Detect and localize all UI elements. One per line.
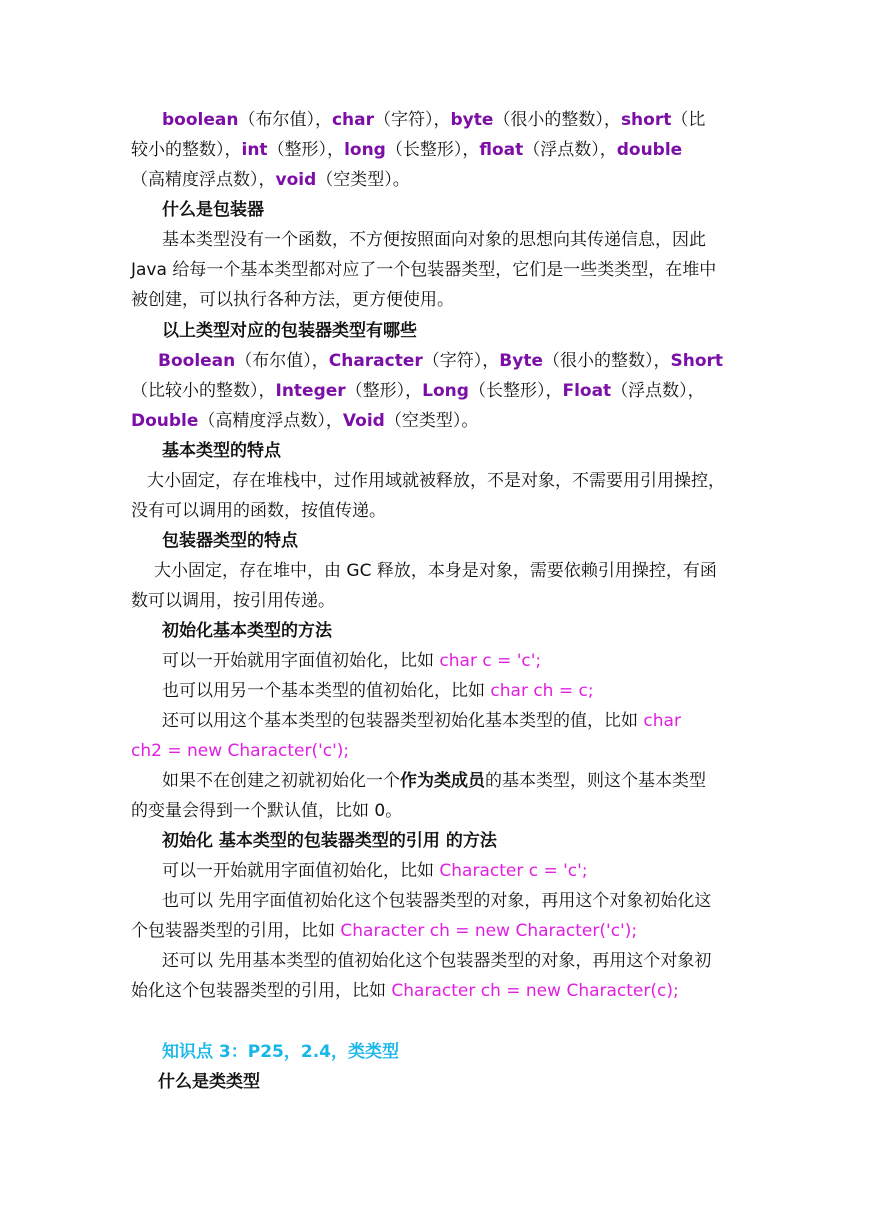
keyword: byte (450, 110, 494, 130)
keyword: void (275, 170, 317, 190)
keyword: Character (328, 351, 423, 371)
keyword: Byte (499, 351, 543, 371)
keyword: char (331, 110, 375, 130)
wrapper-types-line-1: Boolean（布尔值），Character（字符），Byte（很小的整数），Short (158, 351, 724, 371)
keyword: Void (342, 411, 385, 431)
code-snippet: char (643, 711, 681, 731)
init-basic-literal: 可以一开始就用字面值初始化，比如 char c = 'c'; (162, 651, 542, 671)
keyword: int (241, 140, 268, 160)
paragraph-line: 没有可以调用的函数，按值传递。 (131, 501, 386, 521)
code-snippet: char ch = c; (490, 681, 594, 701)
keyword: Float (562, 381, 612, 401)
keyword: Double (131, 411, 199, 431)
keyword: Integer (275, 381, 346, 401)
wrapper-types-line-2: （比较小的整数），Integer（整形），Long（长整形），Float（浮点数）， (131, 381, 705, 401)
primitive-types-line-1: boolean（布尔值），char（字符），byte（很小的整数），short（比 (162, 110, 706, 130)
init-basic-from-wrapper: 还可以用这个基本类型的包装器类型初始化基本类型的值，比如 char (162, 711, 681, 731)
paragraph-line: Java 给每一个基本类型都对应了一个包装器类型，它们是一些类类型，在堆中 (131, 260, 717, 280)
heading-basic-features: 基本类型的特点 (162, 441, 281, 461)
paragraph-line: 还可以 先用基本类型的值初始化这个包装器类型的对象，再用这个对象初 (162, 951, 712, 971)
primitive-types-line-2: 较小的整数），int（整形），long（长整形），float（浮点数），double (131, 140, 683, 160)
heading-init-wrapper: 初始化 基本类型的包装器类型的引用 的方法 (162, 831, 497, 851)
init-basic-default-line-1: 如果不在创建之初就初始化一个作为类成员的基本类型，则这个基本类型 (162, 771, 706, 791)
heading-wrapper-features: 包装器类型的特点 (162, 531, 298, 551)
emphasis: 作为类成员 (400, 771, 485, 791)
paragraph-line: 的变量会得到一个默认值，比如 0。 (131, 801, 403, 821)
heading-wrapper-types: 以上类型对应的包装器类型有哪些 (162, 321, 417, 341)
init-basic-from-other: 也可以用另一个基本类型的值初始化，比如 char ch = c; (162, 681, 594, 701)
paragraph-line: 也可以 先用字面值初始化这个包装器类型的对象，再用这个对象初始化这 (162, 891, 712, 911)
paragraph-line: 大小固定，存在堆中，由 GC 释放，本身是对象，需要依赖引用操控，有函 (154, 561, 717, 581)
keyword: Boolean (158, 351, 236, 371)
keyword: boolean (162, 110, 239, 130)
paragraph-line: 数可以调用，按引用传递。 (131, 591, 335, 611)
code-snippet: Character ch = new Character(c); (391, 981, 679, 1001)
heading-what-is-wrapper: 什么是包装器 (162, 200, 264, 220)
heading-init-basic: 初始化基本类型的方法 (162, 621, 332, 641)
init-wrapper-object: 个包装器类型的引用，比如 Character ch = new Character('c'); (131, 921, 638, 941)
paragraph-line: 基本类型没有一个函数，不方便按照面向对象的思想向其传递信息，因此 (162, 230, 706, 250)
init-wrapper-literal: 可以一开始就用字面值初始化，比如 Character c = 'c'; (162, 861, 588, 881)
wrapper-types-line-3: Double（高精度浮点数），Void（空类型）。 (131, 411, 479, 431)
code-snippet: Character ch = new Character('c'); (340, 921, 638, 941)
code-snippet: Character c = 'c'; (439, 861, 588, 881)
code-snippet: char c = 'c'; (439, 651, 542, 671)
keyword: long (344, 140, 386, 160)
keyword: short (620, 110, 672, 130)
keyword: float (479, 140, 524, 160)
init-wrapper-from-basic: 始化这个包装器类型的引用，比如 Character ch = new Character(c); (131, 981, 679, 1001)
keyword: Long (422, 381, 469, 401)
paragraph-line: 大小固定，存在堆栈中，过作用域就被释放，不是对象，不需要用引用操控， (147, 471, 725, 491)
primitive-types-line-3: （高精度浮点数），void（空类型）。 (131, 170, 410, 190)
paragraph-line: 被创建，可以执行各种方法，更方便使用。 (131, 290, 454, 310)
heading-what-is-class-type: 什么是类类型 (158, 1072, 260, 1092)
keyword: Short (670, 351, 724, 371)
code-snippet: ch2 = new Character('c'); (131, 741, 350, 761)
keyword: double (616, 140, 683, 160)
section-heading: 知识点 3：P25，2.4，类类型 (162, 1042, 399, 1062)
